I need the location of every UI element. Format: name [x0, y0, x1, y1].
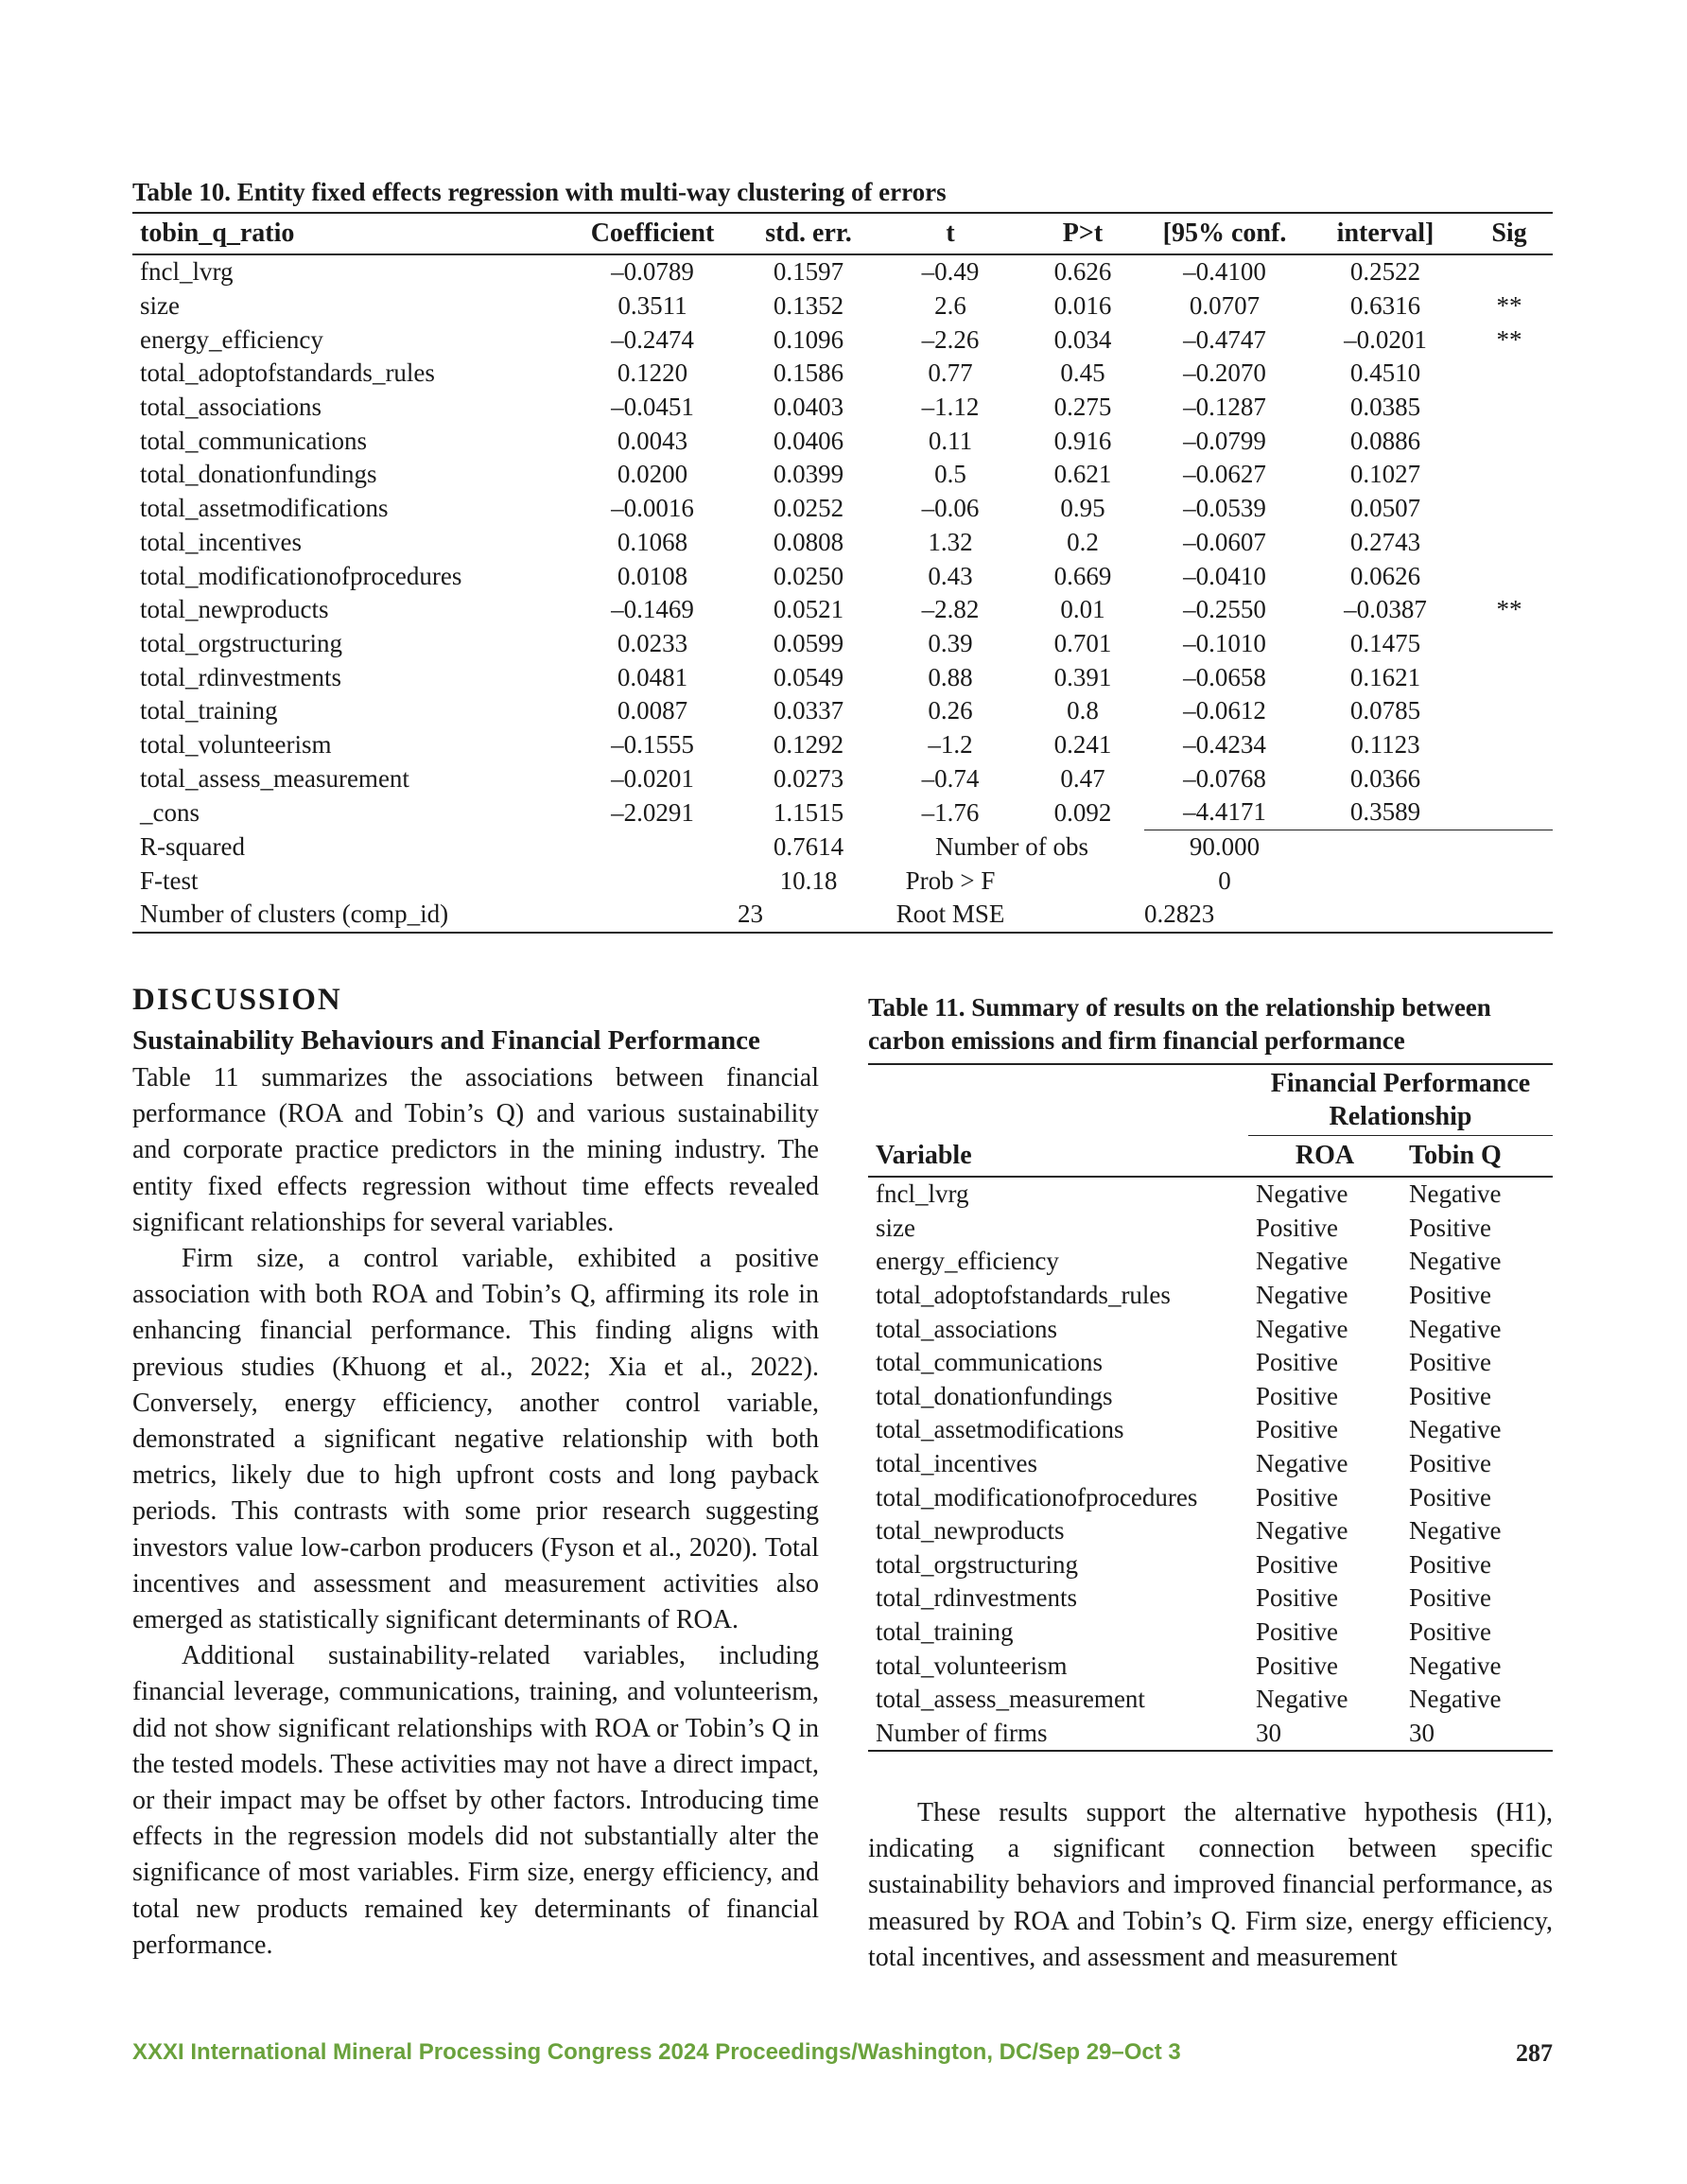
variable-name: total_modificationofprocedures [140, 561, 462, 590]
relationship-cell: Negative [1409, 1516, 1502, 1546]
table-cell: –0.0451 [611, 393, 694, 422]
stat-label: Number of clusters (comp_id) [132, 898, 738, 933]
stat-label: F-test [140, 865, 199, 895]
table-row [868, 1649, 1553, 1683]
relationship-cell: Positive [1256, 1381, 1339, 1410]
table-cell: –0.4100 [1183, 257, 1266, 287]
relationship-cell: Negative [1409, 1179, 1502, 1209]
table-cell: 0.1096 [773, 324, 844, 354]
table-cell: 0.3511 [617, 291, 687, 321]
relationship-cell: Positive [1409, 1583, 1492, 1613]
page-footer [132, 2039, 1553, 2073]
relationship-cell: Positive [1409, 1482, 1492, 1511]
table-cell: –0.0539 [1183, 494, 1266, 523]
table-row [868, 1514, 1553, 1548]
table-cell [1466, 627, 1553, 661]
table-cell: 0.0337 [773, 696, 844, 725]
relationship-cell: Negative [1409, 1247, 1502, 1276]
stats-row [132, 898, 1553, 933]
table-11-header-row [868, 1136, 1553, 1178]
table-cell: 0.26 [928, 696, 973, 725]
table-11-group-header-row [868, 1064, 1553, 1136]
table-row [868, 1616, 1553, 1650]
table-cell: 0.0549 [773, 662, 844, 691]
table-cell: –0.74 [921, 763, 980, 793]
relationship-cell: Positive [1409, 1348, 1492, 1377]
stats-row [132, 830, 1553, 864]
table-cell: 0.275 [1053, 393, 1112, 422]
table-cell: 0.1220 [617, 358, 688, 388]
table-cell [1466, 559, 1553, 593]
table-cell: 0.0785 [1349, 696, 1421, 725]
table-cell: 0.0273 [773, 763, 844, 793]
variable-name: size [876, 1213, 915, 1242]
table-row [868, 1480, 1553, 1514]
relationship-cell: Negative [1409, 1685, 1502, 1714]
variable-name: total_training [140, 696, 278, 725]
variable-name: Number of firms [868, 1717, 1248, 1752]
table-cell: 0.0521 [773, 595, 844, 624]
table-10-header-row [132, 213, 1553, 254]
paragraph: Additional sustainability-related variables, including financial leverage, communications, training, and volunteerism, did not show significant relationships with ROA or Tobin’s Q in the tested models. These activities may not have a direct impact, or their impact may be offset by other factors. Introducing time effects in the regression models did not substantially alter the significance of most variables. Firm size, energy efficiency, and total new products remained key determinants of financial performance. [132, 1641, 819, 1960]
table-cell: 0.0366 [1349, 763, 1421, 793]
table-row [868, 1245, 1553, 1279]
relationship-cell: Positive [1256, 1617, 1339, 1647]
variable-name: fncl_lvrg [876, 1179, 969, 1209]
table-row [132, 289, 1553, 323]
table-cell: 0.01 [1060, 595, 1105, 624]
table-cell: –0.1555 [611, 729, 694, 759]
relationship-cell: 30 [1401, 1717, 1553, 1752]
table-cell: –0.4234 [1183, 729, 1266, 759]
table-cell: –0.0201 [611, 763, 694, 793]
table-cell: –0.0201 [1344, 324, 1427, 354]
header-cell: std. err. [738, 213, 879, 254]
relationship-cell: Positive [1409, 1281, 1492, 1310]
table-row [868, 1413, 1553, 1447]
table-row [132, 323, 1553, 357]
table-cell [1466, 391, 1553, 425]
table-row [868, 1548, 1553, 1582]
table-cell: 0.77 [928, 358, 973, 388]
table-cell: 0.4510 [1349, 358, 1421, 388]
table-cell: 0.621 [1053, 460, 1112, 489]
table-cell: 0.0481 [617, 662, 688, 691]
stat-value: 0.2823 [1144, 898, 1305, 933]
table-cell: –2.82 [921, 595, 980, 624]
table-row [132, 254, 1553, 289]
table-11-caption: Table 11. Summary of results on the relationship between carbon emissions and firm financial performance [868, 993, 1491, 1055]
variable-name: total_volunteerism [876, 1651, 1068, 1680]
table-cell: –0.0607 [1183, 527, 1266, 556]
table-cell: –0.2070 [1183, 358, 1266, 388]
table-cell: –0.1469 [611, 595, 694, 624]
table-10-caption: Table 10. Entity fixed effects regression with multi-way clustering of errors [132, 178, 947, 206]
table-cell [1466, 424, 1553, 458]
table-cell: 0.626 [1053, 257, 1112, 287]
table-cell: 0.0108 [617, 561, 688, 590]
table-row [868, 1212, 1553, 1246]
header-cell: Tobin Q [1401, 1136, 1553, 1178]
variable-name: total_volunteerism [140, 729, 332, 759]
relationship-cell: Positive [1409, 1449, 1492, 1478]
table-row [868, 1279, 1553, 1313]
variable-name: energy_efficiency [876, 1247, 1059, 1276]
paragraph: These results support the alternative hypothesis (H1), indicating a significant connection between specific sustainability behaviors and improved financial performance, as measured by ROA and Tobin’s Q. Firm size, energy efficiency, total incentives, and assessment and measurement [868, 1798, 1553, 1972]
table-cell: 0.701 [1053, 628, 1112, 657]
table-cell: –2.0291 [611, 797, 694, 827]
table-cell: 0.916 [1053, 426, 1112, 455]
variable-name: total_communications [140, 426, 367, 455]
table-cell: ** [1496, 324, 1522, 354]
table-cell: –0.2550 [1183, 595, 1266, 624]
relationship-cell: Negative [1409, 1415, 1502, 1444]
discussion-section [132, 979, 819, 1964]
table-cell: 0.47 [1060, 763, 1105, 793]
table-cell: 0.669 [1053, 561, 1112, 590]
table-row [868, 1380, 1553, 1414]
relationship-cell: Negative [1256, 1247, 1348, 1276]
table-row [132, 761, 1553, 795]
header-cell: Sig [1466, 213, 1553, 254]
table-cell: –0.0016 [611, 494, 694, 523]
table-row [132, 694, 1553, 728]
relationship-cell: Negative [1256, 1685, 1348, 1714]
table-cell: 0.0808 [773, 527, 844, 556]
table-cell: 0.45 [1060, 358, 1105, 388]
regression-table [132, 212, 1553, 934]
table-cell: 0.0087 [617, 696, 688, 725]
variable-name: fncl_lvrg [140, 257, 234, 287]
table-cell: 0.092 [1053, 797, 1112, 827]
variable-name: total_incentives [140, 527, 302, 556]
group-header: Financial Performance Relationship [1248, 1064, 1553, 1136]
relationship-cell: Negative [1256, 1516, 1348, 1546]
header-cell: [95% conf. [1144, 213, 1305, 254]
variable-name: energy_efficiency [140, 324, 323, 354]
table-cell: –1.2 [928, 729, 973, 759]
table-cell: 0.39 [928, 628, 973, 657]
table-cell: 0.1123 [1350, 729, 1420, 759]
table-cell: 0.2522 [1349, 257, 1421, 287]
header-cell: t [879, 213, 1021, 254]
table-cell: 0.034 [1053, 324, 1112, 354]
variable-name: total_incentives [876, 1449, 1037, 1478]
stat-value: 0.7614 [773, 831, 844, 861]
table-cell: 0.016 [1053, 291, 1112, 321]
table-row [132, 728, 1553, 762]
table-cell: 0.1621 [1349, 662, 1421, 691]
footer-text: XXXI International Mineral Processing Congress 2024 Proceedings/Washington, DC/Sep 29–Oct 3 [132, 2039, 1181, 2065]
table-11 [868, 991, 1553, 1752]
section-heading: DISCUSSION [132, 983, 342, 1017]
variable-name: total_rdinvestments [140, 662, 341, 691]
table-row [132, 559, 1553, 593]
table-cell [1466, 660, 1553, 694]
variable-name: total_assess_measurement [876, 1685, 1145, 1714]
summary-table [868, 1063, 1553, 1752]
table-row [868, 1683, 1553, 1717]
table-cell: 0.1292 [773, 729, 844, 759]
table-cell: 0.43 [928, 561, 973, 590]
table-cell: 0.0599 [773, 628, 844, 657]
table-row [868, 1581, 1553, 1616]
paragraph: Firm size, a control variable, exhibited a positive association with both ROA and Tobin’s Q, affirming its role in enhancing financial performance. This finding aligns with previous studies (Khuong et al., 2022; Xia et al., 2022). Conversely, energy efficiency, another control variable, demonstrated a significant negative relationship with both metrics, likely due to high upfront costs and long payback periods. This contrasts with some prior research suggesting investors value low-carbon producers (Fyson et al., 2020). Total incentives and assessment and measurement activities also emerged as statistically significant determinants of ROA. [132, 1244, 819, 1635]
table-cell: 0.88 [928, 662, 973, 691]
relationship-cell: Positive [1409, 1381, 1492, 1410]
table-cell: 0.0233 [617, 628, 688, 657]
table-cell: –0.0789 [611, 257, 694, 287]
table-cell [1466, 526, 1553, 560]
table-cell: –0.1287 [1183, 393, 1266, 422]
table-11-body [868, 1177, 1553, 1751]
table-row [132, 526, 1553, 560]
table-cell: 0.2743 [1349, 527, 1421, 556]
table-cell [1466, 728, 1553, 762]
stat-label: R-squared [140, 831, 245, 861]
table-cell: –1.76 [921, 797, 980, 827]
relationship-cell: Positive [1256, 1549, 1339, 1579]
table-10-stats [132, 830, 1553, 933]
subsection-heading: Sustainability Behaviours and Financial Performance [132, 1025, 760, 1056]
table-row [132, 627, 1553, 661]
relationship-cell: 30 [1248, 1717, 1401, 1752]
variable-name: size [140, 291, 180, 321]
relationship-cell: Positive [1256, 1213, 1339, 1242]
table-cell: 0.0250 [773, 561, 844, 590]
table-cell [1466, 492, 1553, 526]
table-row [132, 357, 1553, 391]
table-cell: –1.12 [921, 393, 980, 422]
table-cell: –0.0612 [1183, 696, 1266, 725]
table-cell [1466, 254, 1553, 289]
table-cell: –0.4747 [1183, 324, 1266, 354]
table-cell: 0.11 [928, 426, 973, 455]
table-cell: 0.0886 [1349, 426, 1421, 455]
table-cell: 0.0707 [1189, 291, 1261, 321]
table-cell: –4.4171 [1183, 797, 1266, 827]
header-cell: interval] [1305, 213, 1466, 254]
table-row [868, 1447, 1553, 1481]
table-row [868, 1346, 1553, 1380]
stat-label: Number of obs [935, 831, 1088, 861]
table-cell: 0.391 [1053, 662, 1112, 691]
table-cell: 0.1027 [1349, 460, 1421, 489]
relationship-cell: Negative [1256, 1281, 1348, 1310]
stat-value: 23 [738, 898, 879, 933]
variable-name: total_assess_measurement [140, 763, 409, 793]
variable-name: total_donationfundings [876, 1381, 1113, 1410]
relationship-cell: Positive [1256, 1348, 1339, 1377]
table-cell: –0.0387 [1344, 595, 1427, 624]
table-cell: 0.1068 [617, 527, 688, 556]
header-cell: Coefficient [567, 213, 738, 254]
table-cell: 2.6 [934, 291, 966, 321]
variable-name: total_assetmodifications [876, 1415, 1124, 1444]
table-cell [1466, 694, 1553, 728]
relationship-cell: Negative [1256, 1449, 1348, 1478]
table-cell: 1.32 [928, 527, 973, 556]
table-row [132, 660, 1553, 694]
table-cell: 0.241 [1053, 729, 1112, 759]
relationship-cell: Negative [1409, 1314, 1502, 1343]
relationship-cell: Positive [1409, 1617, 1492, 1647]
table-row [132, 492, 1553, 526]
variable-name: total_assetmodifications [140, 494, 389, 523]
table-cell: 0.0043 [617, 426, 688, 455]
table-cell: 1.1515 [773, 797, 844, 827]
table-cell: –0.0768 [1183, 763, 1266, 793]
table-cell: 0.95 [1060, 494, 1105, 523]
table-cell: 0.0200 [617, 460, 688, 489]
table-cell [1466, 761, 1553, 795]
table-cell: –0.1010 [1183, 628, 1266, 657]
table-cell: 0.0385 [1349, 393, 1421, 422]
table-cell: 0.1352 [773, 291, 844, 321]
table-row [868, 1177, 1553, 1212]
variable-name: total_adoptofstandards_rules [876, 1281, 1171, 1310]
table-cell: ** [1496, 595, 1522, 624]
header-cell: tobin_q_ratio [132, 213, 567, 254]
table-cell: 0.2 [1067, 527, 1099, 556]
relationship-cell: Negative [1409, 1651, 1502, 1680]
table-cell: 0.0252 [773, 494, 844, 523]
variable-name: total_training [876, 1617, 1014, 1647]
stat-label: Prob > F [905, 865, 996, 895]
stat-value: 0 [1218, 865, 1231, 895]
paragraph: Table 11 summarizes the associations between financial performance (ROA and Tobin’s Q) and various sustainability and corporate practice predictors in the mining industry. The entity fixed effects regression without time effects revealed significant relationships for several variables. [132, 1063, 819, 1237]
table-cell: 0.0399 [773, 460, 844, 489]
table-cell: –0.0627 [1183, 460, 1266, 489]
variable-name: total_adoptofstandards_rules [140, 358, 435, 388]
table-cell: 0.0626 [1349, 561, 1421, 590]
table-cell: –0.0658 [1183, 662, 1266, 691]
variable-name: total_orgstructuring [876, 1549, 1078, 1579]
table-cell: 0.1586 [773, 358, 844, 388]
relationship-cell: Positive [1256, 1482, 1339, 1511]
table-cell: 0.1475 [1349, 628, 1421, 657]
table-cell: 0.0507 [1349, 494, 1421, 523]
relationship-cell: Positive [1256, 1415, 1339, 1444]
table-cell [1466, 458, 1553, 492]
table-row [868, 1717, 1553, 1752]
variable-name: total_newproducts [140, 595, 329, 624]
relationship-cell: Negative [1256, 1314, 1348, 1343]
table-cell: 0.8 [1067, 696, 1099, 725]
header-cell: P>t [1021, 213, 1144, 254]
table-cell: –0.0410 [1183, 561, 1266, 590]
stat-value: 10.18 [779, 865, 838, 895]
table-10 [132, 176, 1553, 934]
table-cell: –0.06 [921, 494, 980, 523]
table-row [132, 424, 1553, 458]
table-cell: 0.3589 [1349, 797, 1421, 827]
variable-name: total_newproducts [876, 1516, 1065, 1546]
table-row [868, 1312, 1553, 1346]
stat-label: Root MSE [879, 898, 1021, 933]
table-cell: –0.0799 [1183, 426, 1266, 455]
relationship-cell: Positive [1256, 1583, 1339, 1613]
relationship-cell: Positive [1256, 1651, 1339, 1680]
table-row [132, 593, 1553, 627]
table-row [132, 458, 1553, 492]
table-cell: –2.26 [921, 324, 980, 354]
table-row [132, 391, 1553, 425]
table-cell: –0.2474 [611, 324, 694, 354]
table-cell: 0.0406 [773, 426, 844, 455]
header-cell: Variable [868, 1136, 1248, 1178]
table-row [132, 795, 1553, 830]
page-number: 287 [1516, 2039, 1553, 2067]
table-cell: 0.5 [934, 460, 966, 489]
stat-value: 90.000 [1144, 830, 1305, 864]
table-cell: ** [1496, 291, 1522, 321]
variable-name: total_associations [876, 1314, 1057, 1343]
variable-name: total_communications [876, 1348, 1103, 1377]
relationship-cell: Positive [1409, 1213, 1492, 1242]
table-10-body [132, 254, 1553, 830]
table-cell: 0.6316 [1349, 291, 1421, 321]
stats-row [132, 864, 1553, 898]
table-cell [1466, 357, 1553, 391]
table-cell [1466, 795, 1553, 830]
header-cell: ROA [1248, 1136, 1401, 1178]
table-cell: 0.1597 [773, 257, 844, 287]
variable-name: _cons [140, 797, 200, 827]
variable-name: total_rdinvestments [876, 1583, 1077, 1613]
variable-name: total_donationfundings [140, 460, 377, 489]
relationship-cell: Positive [1409, 1549, 1492, 1579]
table-cell: 0.0403 [773, 393, 844, 422]
variable-name: total_associations [140, 393, 322, 422]
table-cell: –0.49 [921, 257, 980, 287]
variable-name: total_orgstructuring [140, 628, 342, 657]
relationship-cell: Negative [1256, 1179, 1348, 1209]
variable-name: total_modificationofprocedures [876, 1482, 1198, 1511]
